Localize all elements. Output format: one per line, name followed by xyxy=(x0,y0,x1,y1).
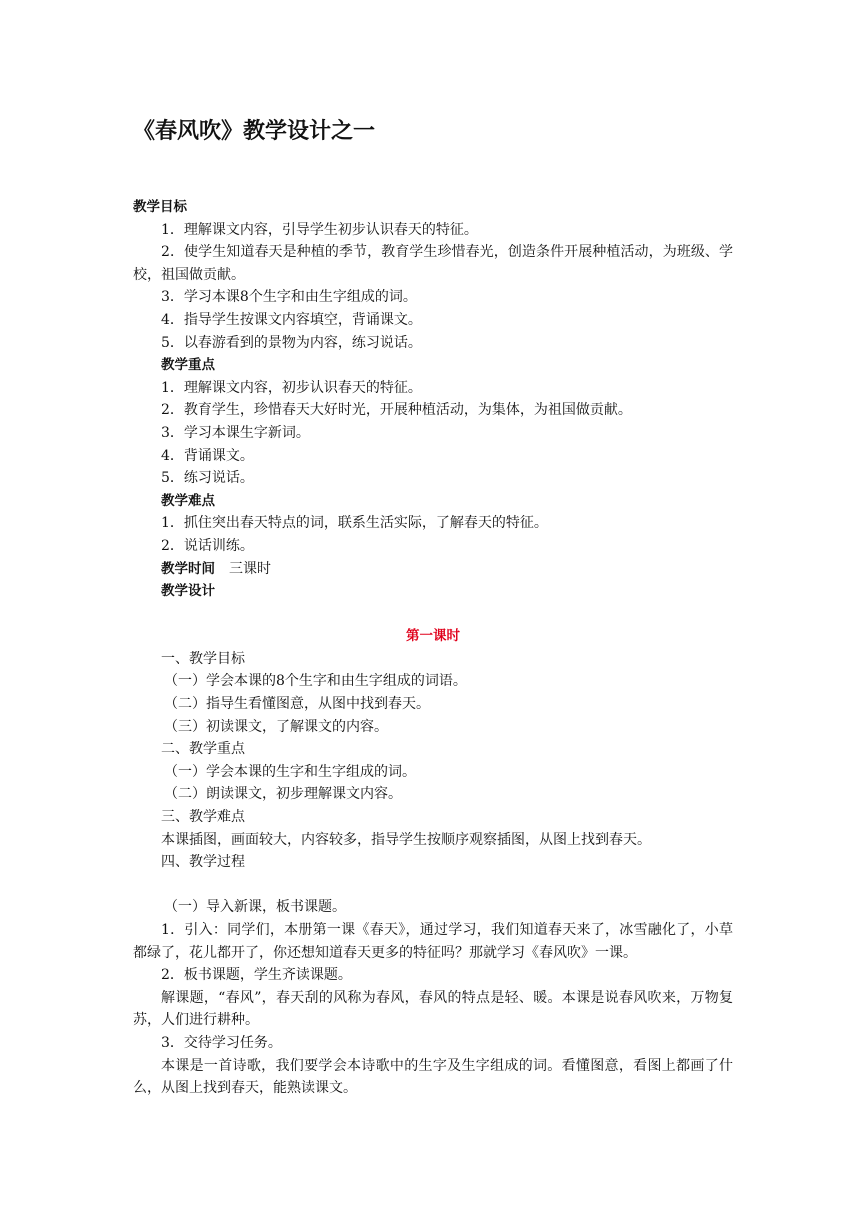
lesson1-goal-title: 一、教学目标 xyxy=(161,650,245,667)
focus-item: 3．学习本课生字新词。 xyxy=(161,424,310,441)
lesson1-focus-item: （二）朗读课文，初步理解课文内容。 xyxy=(164,786,402,803)
goal-item: 4．指导学生按课文内容填空，背诵课文。 xyxy=(161,311,422,328)
time-heading: 教学时间 xyxy=(161,560,215,577)
document-body xyxy=(133,196,733,1100)
lesson1-difficulty-text: 本课插图，画面较大，内容较多，指导学生按顺序观察插图，从图上找到春天。 xyxy=(161,831,651,848)
difficulty-item: 2．说话训练。 xyxy=(161,537,254,554)
goal-item: 1．理解课文内容，引导学生初步认识春天的特征。 xyxy=(161,221,478,238)
lesson1-goal-item: （一）学会本课的8个生字和由生字组成的词语。 xyxy=(164,673,467,690)
goal-item: 2．使学生知道春天是种植的季节，教育学生珍惜春光，创造条件开展种植活动，为班级、学校，祖国做贡献。 xyxy=(133,244,733,283)
focus-item: 1．理解课文内容，初步认识春天的特征。 xyxy=(161,379,422,396)
document-title: 《春风吹》教学设计之一 xyxy=(133,119,376,144)
spacer xyxy=(133,874,733,897)
lesson1-process-title: 四、教学过程 xyxy=(161,854,245,871)
design-heading: 教学设计 xyxy=(161,583,215,600)
process-paragraph: 3．交待学习任务。 xyxy=(161,1034,282,1051)
process-paragraph: 1．引入：同学们，本册第一课《春天》，通过学习，我们知道春天来了，冰雪融化了，小草都绿了，花儿都开了，你还想知道春天更多的特征吗？那就学习《春风吹》一课。 xyxy=(133,922,733,961)
lesson1-goal-item: （二）指导生看懂图意，从图中找到春天。 xyxy=(164,696,430,713)
lesson1-difficulty-title: 三、教学难点 xyxy=(161,809,245,826)
lesson1-focus-title: 二、教学重点 xyxy=(161,741,245,758)
process-paragraph: 2．板书课题，学生齐读课题。 xyxy=(161,967,352,984)
goals-heading: 教学目标 xyxy=(133,199,187,215)
difficulty-item: 1．抓住突出春天特点的词，联系生活实际，了解春天的特征。 xyxy=(161,515,548,532)
spacer xyxy=(133,603,733,626)
process-paragraph: 解课题，“春风”，春天刮的风称为春风，春风的特点是轻、暖。本课是说春风吹来，万物复苏，人们进行耕种。 xyxy=(133,989,733,1029)
lesson1-goal-item: （三）初读课文，了解课文的内容。 xyxy=(164,718,388,735)
goal-item: 3．学习本课8个生字和由生字组成的词。 xyxy=(161,289,417,306)
focus-item: 2．教育学生，珍惜春天大好时光，开展种植活动，为集体，为祖国做贡献。 xyxy=(161,402,632,419)
lesson1-focus-item: （一）学会本课的生字和生字组成的词。 xyxy=(164,763,416,780)
time-value: 三课时 xyxy=(229,560,271,577)
goal-item: 5．以春游看到的景物为内容，练习说话。 xyxy=(161,334,422,351)
process-paragraph: 本课是一首诗歌，我们要学会本诗歌中的生字及生字组成的词。看懂图意，看图上都画了什么，从图上找到春天，能熟读课文。 xyxy=(133,1057,733,1097)
focus-item: 5．练习说话。 xyxy=(161,470,254,487)
focus-heading: 教学重点 xyxy=(161,357,215,374)
process-intro: （一）导入新课，板书课题。 xyxy=(164,899,346,916)
focus-item: 4．背诵课文。 xyxy=(161,447,254,464)
lesson1-heading: 第一课时 xyxy=(406,628,460,645)
difficulty-heading: 教学难点 xyxy=(161,492,215,509)
time-line xyxy=(133,558,733,581)
